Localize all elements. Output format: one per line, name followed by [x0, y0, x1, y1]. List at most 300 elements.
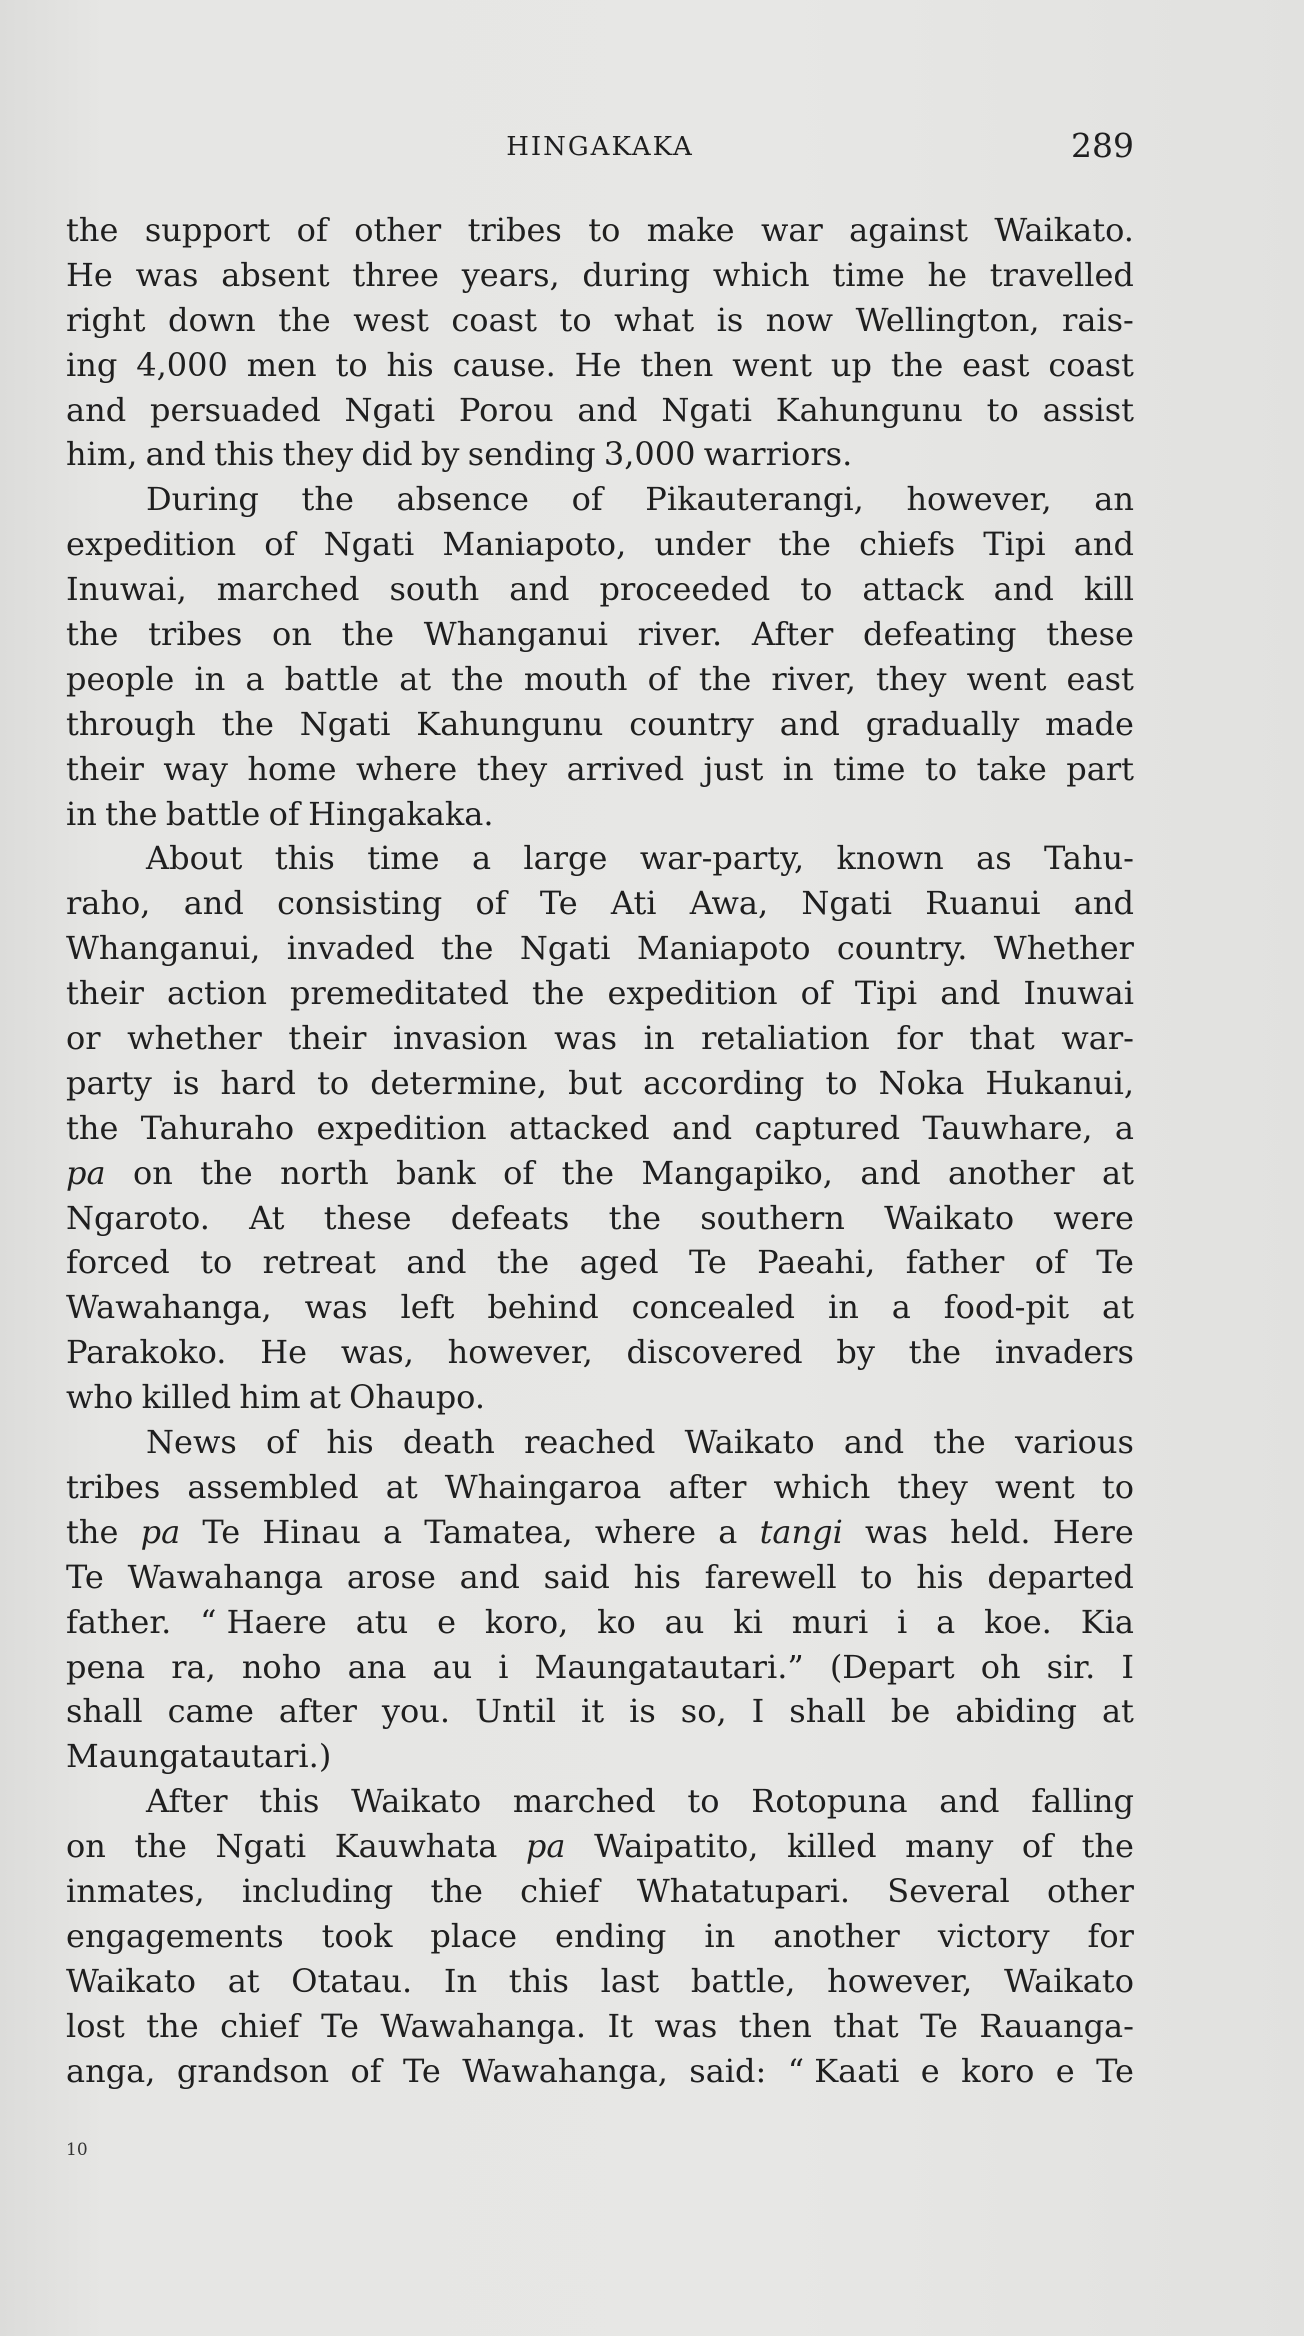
word: arrived — [566, 749, 685, 788]
word: Wawahanga, — [462, 2051, 668, 2090]
word: and — [509, 570, 570, 609]
word: west — [353, 300, 429, 339]
word: chief — [220, 2006, 300, 2045]
word: muri — [791, 1602, 869, 1641]
word: invaders — [994, 1333, 1134, 1372]
word: known — [836, 839, 944, 878]
word: including — [241, 1871, 394, 1910]
word: forced — [66, 1243, 170, 1282]
word: was — [135, 255, 199, 294]
word: consisting — [277, 884, 443, 923]
word: their — [288, 1019, 367, 1058]
word: i — [498, 1647, 509, 1686]
word: battle, — [690, 1961, 796, 2000]
word: and — [1073, 884, 1134, 923]
word: were — [1053, 1198, 1134, 1237]
word: of — [268, 794, 300, 833]
word: came — [167, 1692, 254, 1731]
word: other — [1046, 1871, 1134, 1910]
word: ko — [597, 1602, 636, 1641]
signature-mark: 10 — [66, 2140, 88, 2160]
word: an — [1094, 480, 1134, 519]
word: e — [437, 1602, 457, 1641]
word: the — [496, 1243, 550, 1282]
word: concealed — [631, 1288, 796, 1327]
word: captured — [754, 1108, 901, 1147]
word: Maungatautari.” — [534, 1647, 804, 1686]
word: went — [994, 1467, 1075, 1506]
word: this — [274, 839, 335, 878]
word: and — [145, 435, 206, 474]
word: as — [976, 839, 1012, 878]
word: by — [420, 435, 460, 474]
word: pena — [66, 1647, 146, 1686]
word: the — [221, 704, 274, 743]
word: to — [200, 1243, 233, 1282]
word: mouth — [523, 659, 628, 698]
word: marched — [216, 570, 360, 609]
word: pa — [525, 1827, 566, 1866]
word: proceeded — [599, 570, 771, 609]
word: discovered — [626, 1333, 803, 1372]
word: Ngati — [801, 884, 893, 923]
word: the — [66, 211, 119, 249]
word: I — [1121, 1647, 1134, 1686]
page-number: 289 — [1071, 126, 1134, 165]
word: Kahungunu — [416, 704, 604, 743]
word: Te — [202, 1512, 241, 1551]
word: reached — [524, 1423, 656, 1462]
word: other — [354, 211, 442, 249]
word: tribes — [148, 615, 243, 654]
word: retaliation — [701, 1019, 870, 1058]
text-line — [66, 388, 1134, 433]
word: at — [1102, 1153, 1134, 1192]
word: the — [532, 974, 585, 1013]
word: to — [1101, 1467, 1134, 1506]
word: Ati — [610, 884, 657, 923]
word: kill — [1083, 570, 1134, 609]
word: Te — [539, 884, 578, 923]
word: and — [779, 704, 840, 743]
word: Tahu- — [1044, 839, 1134, 878]
word: After — [751, 615, 834, 654]
text-line — [66, 1196, 1134, 1241]
word: however, — [447, 1333, 593, 1372]
word: invasion — [392, 1019, 528, 1058]
word: river, — [771, 659, 856, 698]
word: During — [146, 480, 259, 519]
word: and — [993, 570, 1054, 609]
word: of — [571, 480, 603, 519]
word: expedition — [607, 974, 778, 1013]
word: people — [66, 659, 175, 698]
word: aged — [579, 1243, 659, 1282]
word: hard — [220, 1063, 297, 1102]
word: in — [827, 1288, 859, 1327]
word: Ngati — [299, 704, 391, 743]
word: the — [1081, 1827, 1134, 1866]
text-line — [66, 2049, 1134, 2094]
word: the — [341, 615, 395, 654]
word: ana — [347, 1647, 407, 1686]
word: large — [523, 839, 608, 878]
word: arose — [346, 1557, 436, 1596]
word: to — [825, 1063, 858, 1102]
word: was — [304, 1288, 368, 1327]
word: a — [471, 839, 492, 878]
word: ing — [66, 345, 118, 384]
word: expedition — [66, 525, 237, 564]
word: time — [833, 749, 906, 788]
text-line — [66, 1645, 1134, 1690]
text-line — [66, 1555, 1134, 1600]
word: down — [168, 300, 256, 339]
word: Whanganui — [423, 615, 608, 654]
word: Rotopuna — [751, 1782, 908, 1821]
word: various — [1014, 1423, 1134, 1462]
word: killed — [141, 1378, 232, 1417]
word: which — [773, 1467, 871, 1506]
word: Until — [475, 1692, 556, 1731]
word: what — [614, 300, 695, 339]
word: Te — [321, 2006, 359, 2045]
word: after — [668, 1467, 747, 1506]
word: so, — [680, 1692, 727, 1731]
word: of — [264, 525, 296, 564]
word: through — [66, 704, 196, 743]
word: a — [718, 1512, 738, 1551]
word: i — [897, 1602, 908, 1641]
word: Noka — [878, 1063, 965, 1102]
word: bank — [396, 1153, 476, 1192]
word: a — [1114, 1108, 1134, 1147]
word: Mangapiko, — [641, 1153, 833, 1192]
word: the — [200, 1153, 253, 1192]
word: e — [920, 2051, 940, 2090]
word: Kahungunu — [775, 390, 963, 429]
word: Ohaupo. — [349, 1378, 486, 1417]
word: is — [172, 1063, 200, 1102]
word: on — [272, 615, 312, 654]
word: Ngati — [519, 929, 611, 968]
word: and — [860, 1153, 921, 1192]
text-line — [66, 1106, 1134, 1151]
word: of — [475, 884, 507, 923]
word: their — [66, 749, 144, 788]
word: abiding — [955, 1692, 1077, 1731]
word: Porou — [458, 390, 554, 429]
word: place — [430, 1916, 518, 1955]
text-line — [66, 343, 1134, 388]
word: Waikato — [684, 1423, 815, 1462]
word: assist — [1042, 390, 1134, 429]
word: party — [66, 1063, 152, 1102]
word: where — [594, 1512, 697, 1551]
word: the — [301, 480, 354, 519]
word: determine, — [370, 1063, 548, 1102]
word: warriors. — [703, 435, 853, 474]
word: Te — [1096, 2051, 1134, 2090]
text-line — [66, 2004, 1134, 2049]
text-line — [66, 1330, 1134, 1375]
word: to — [860, 1557, 893, 1596]
word: on — [132, 1153, 173, 1192]
word: his — [633, 1557, 681, 1596]
word: in — [704, 1916, 736, 1955]
text-line — [66, 1734, 1134, 1779]
word: au — [432, 1647, 473, 1686]
word: koro, — [484, 1602, 569, 1641]
word: Hukanui, — [985, 1063, 1134, 1102]
text-line — [66, 1779, 1134, 1824]
word: east — [1066, 659, 1134, 698]
word: this — [508, 1961, 569, 2000]
word: victory — [937, 1916, 1050, 1955]
word: in — [782, 749, 814, 788]
word: a — [245, 659, 265, 698]
word: of — [647, 659, 679, 698]
word: sending — [467, 435, 596, 474]
word: Wawahanga — [127, 1557, 324, 1596]
word: however, — [906, 480, 1052, 519]
word: him, — [66, 435, 138, 474]
word: or — [66, 1019, 101, 1058]
word: Ngati — [323, 525, 415, 564]
word: Te — [1096, 1243, 1134, 1282]
word: Te — [688, 1243, 727, 1282]
word: which — [712, 255, 810, 294]
word: southern — [700, 1198, 845, 1237]
text-line — [66, 1285, 1134, 1330]
text-line — [66, 1465, 1134, 1510]
word: premeditated — [290, 974, 509, 1013]
word: under — [654, 525, 751, 564]
word: they — [897, 1467, 968, 1506]
word: attack — [862, 570, 964, 609]
word: just — [703, 749, 764, 788]
text-line — [66, 1510, 1134, 1555]
word: his — [916, 1557, 964, 1596]
word: the — [608, 1198, 661, 1237]
word: Waikato — [351, 1782, 482, 1821]
word: to — [687, 1782, 720, 1821]
word: and — [940, 974, 1001, 1013]
word: assembled — [187, 1467, 359, 1506]
word: where — [356, 749, 458, 788]
word: ki — [733, 1602, 763, 1641]
word: shall — [66, 1692, 143, 1731]
word: but — [568, 1063, 623, 1102]
text-line — [66, 1016, 1134, 1061]
word: said: — [689, 2051, 767, 2090]
word: according — [643, 1063, 805, 1102]
word: of — [350, 2051, 382, 2090]
word: and — [843, 1423, 905, 1462]
word: was, — [340, 1333, 414, 1372]
word: and — [459, 1557, 520, 1596]
word: after — [278, 1692, 357, 1731]
text-line — [66, 657, 1134, 702]
word: the — [134, 1827, 187, 1866]
word: however, — [827, 1961, 973, 2000]
text-line — [66, 1061, 1134, 1106]
word: these — [1046, 615, 1134, 654]
word: raho, — [66, 884, 151, 923]
word: it — [580, 1692, 605, 1731]
word: he — [927, 255, 968, 294]
word: koe. — [984, 1602, 1052, 1641]
word: the — [451, 659, 504, 698]
word: of — [503, 1153, 535, 1192]
word: Whaingaroa — [444, 1467, 642, 1506]
text-line — [66, 477, 1134, 522]
word: At — [249, 1198, 285, 1237]
word: time — [367, 839, 440, 878]
word: the — [908, 1333, 962, 1372]
word: Ngati — [661, 390, 752, 429]
word: Hinau — [262, 1512, 361, 1551]
word: rais- — [1062, 300, 1134, 339]
word: Pikauterangi, — [645, 480, 864, 519]
text-line — [66, 612, 1134, 657]
word: was — [554, 1019, 617, 1058]
word: the — [441, 929, 494, 968]
text-line — [66, 702, 1134, 747]
text-line — [66, 971, 1134, 1016]
word: tribes — [467, 211, 562, 249]
word: About — [146, 839, 243, 878]
word: inmates, — [66, 1871, 205, 1910]
word: absence — [396, 480, 529, 519]
word: retreat — [262, 1243, 376, 1282]
word: the — [66, 1108, 119, 1147]
word: Awa, — [689, 884, 769, 923]
word: defeats — [450, 1198, 570, 1237]
body-text — [66, 208, 1134, 2093]
word: engagements — [66, 1916, 284, 1955]
text-line — [66, 567, 1134, 612]
word: Here — [1052, 1512, 1134, 1551]
word: who — [66, 1378, 134, 1417]
word: at — [385, 1467, 418, 1506]
word: of — [1021, 1827, 1053, 1866]
word: said — [543, 1557, 610, 1596]
word: to — [924, 749, 958, 788]
word: the — [105, 794, 158, 833]
word: at — [1102, 1288, 1134, 1327]
word: Whether — [993, 929, 1134, 968]
word: Waipatito, — [594, 1827, 759, 1866]
word: Rauanga- — [979, 2006, 1134, 2045]
word: death — [402, 1423, 495, 1462]
word: the — [430, 1871, 483, 1910]
text-line — [66, 1600, 1134, 1645]
word: the — [933, 1423, 986, 1462]
word: now — [765, 300, 834, 339]
word: south — [389, 570, 480, 609]
word: at — [227, 1961, 260, 2000]
word: marched — [512, 1782, 656, 1821]
word: this — [259, 1782, 320, 1821]
word: au — [664, 1602, 705, 1641]
word: did — [361, 435, 413, 474]
word: Tahuraho — [140, 1108, 295, 1147]
word: country. — [836, 929, 968, 968]
word: In — [443, 1961, 478, 2000]
word: the — [278, 300, 331, 339]
word: way — [163, 749, 228, 788]
word: of — [1034, 1243, 1066, 1282]
word: country — [629, 704, 754, 743]
word: oh — [980, 1647, 1021, 1686]
word: his — [326, 1423, 374, 1462]
word: behind — [487, 1288, 599, 1327]
word: his — [386, 345, 434, 384]
word: to — [588, 211, 621, 249]
word: lost — [66, 2006, 125, 2045]
word: pa — [66, 1153, 106, 1192]
word: in — [194, 659, 226, 698]
word: father — [905, 1243, 1005, 1282]
word: “ Haere — [200, 1602, 327, 1641]
text-line — [66, 1959, 1134, 2004]
text-line — [66, 792, 1134, 837]
text-line — [66, 1240, 1134, 1285]
word: farewell — [704, 1557, 837, 1596]
word: Otatau. — [291, 1961, 413, 2000]
word: against — [849, 211, 968, 249]
word: whether — [127, 1019, 262, 1058]
word: Hingakaka. — [308, 794, 494, 833]
word: tribes — [66, 1467, 161, 1506]
word: cause. — [452, 345, 556, 384]
word: the — [561, 1153, 614, 1192]
word: for — [896, 1019, 943, 1058]
word: was — [865, 1512, 928, 1551]
word: Maungatautari.) — [66, 1737, 332, 1776]
word: then — [640, 345, 714, 384]
word: they — [876, 659, 947, 698]
word: Ngati — [215, 1827, 307, 1866]
text-line — [66, 253, 1134, 298]
word: koro — [961, 2051, 1035, 2090]
word: and — [939, 1782, 1000, 1821]
word: (Depart — [829, 1647, 955, 1686]
word: to — [559, 300, 592, 339]
word: the — [66, 1512, 119, 1551]
word: grandson — [176, 2051, 330, 2090]
word: Maniapoto, — [442, 525, 627, 564]
word: ending — [555, 1916, 667, 1955]
text-line — [66, 432, 1134, 477]
word: Wellington, — [855, 300, 1040, 339]
word: then — [738, 2006, 812, 2045]
word: father. — [66, 1602, 172, 1641]
word: part — [1066, 749, 1134, 788]
word: Whatatupari. — [636, 1871, 851, 1910]
word: was — [654, 2006, 718, 2045]
word: and — [66, 390, 127, 429]
word: e — [1055, 2051, 1075, 2090]
word: war-party, — [639, 839, 805, 878]
word: time — [832, 255, 905, 294]
word: of — [266, 1423, 298, 1462]
word: up — [830, 345, 872, 384]
word: Te — [920, 2006, 958, 2045]
word: absent — [221, 255, 330, 294]
word: Inuwai — [1023, 974, 1134, 1013]
